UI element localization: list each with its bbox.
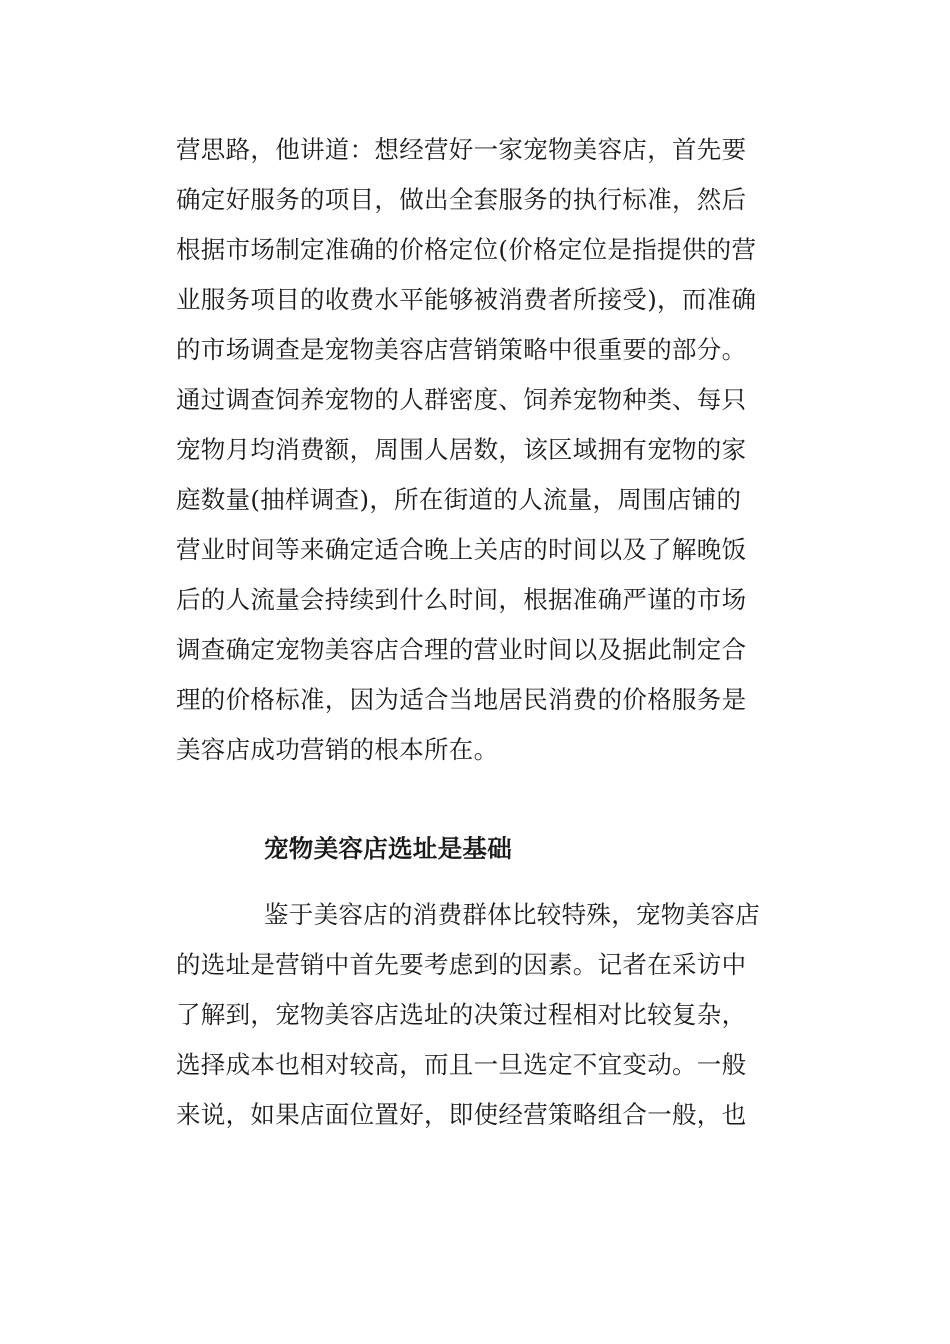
paragraph-line: 美容店成功营销的根本所在。 [176, 735, 499, 764]
paragraph-line: 选择成本也相对较高，而且一旦选定不宜变动。一般 [176, 1050, 747, 1079]
paragraph-pricing-market-research [176, 125, 776, 775]
paragraph-line: 的市场调查是宠物美容店营销策略中很重要的部分。 [176, 335, 747, 364]
paragraph-line: 营思路，他讲道：想经营好一家宠物美容店，首先要 [176, 135, 747, 164]
paragraph-line: 宠物月均消费额，周围人居数，该区域拥有宠物的家 [176, 435, 747, 464]
paragraph-line: 营业时间等来确定适合晚上关店的时间以及了解晚饭 [176, 535, 747, 564]
paragraph-line: 了解到，宠物美容店选址的决策过程相对比较复杂， [176, 1000, 747, 1029]
paragraph-line: 确定好服务的项目，做出全套服务的执行标准，然后 [176, 185, 747, 214]
paragraph-store-location [176, 890, 776, 1140]
paragraph-line: 后的人流量会持续到什么时间，根据准确严谨的市场 [176, 585, 747, 614]
paragraph-line: 理的价格标准，因为适合当地居民消费的价格服务是 [176, 685, 747, 714]
paragraph-line-first: 鉴于美容店的消费群体比较特殊，宠物美容店 [264, 900, 760, 929]
paragraph-line: 通过调查饲养宠物的人群密度、饲养宠物种类、每只 [176, 385, 747, 414]
paragraph-line: 来说，如果店面位置好，即使经营策略组合一般，也 [176, 1100, 747, 1129]
section-heading: 宠物美容店选址是基础 [264, 834, 512, 863]
paragraph-line: 根据市场制定准确的价格定位(价格定位是指提供的营 [176, 235, 757, 264]
paragraph-line: 的选址是营销中首先要考虑到的因素。记者在采访中 [176, 950, 747, 979]
paragraph-line: 业服务项目的收费水平能够被消费者所接受)，而准确 [176, 285, 757, 314]
paragraph-line: 庭数量(抽样调查)，所在街道的人流量，周围店铺的 [176, 485, 742, 514]
paragraph-line: 调查确定宠物美容店合理的营业时间以及据此制定合 [176, 635, 747, 664]
